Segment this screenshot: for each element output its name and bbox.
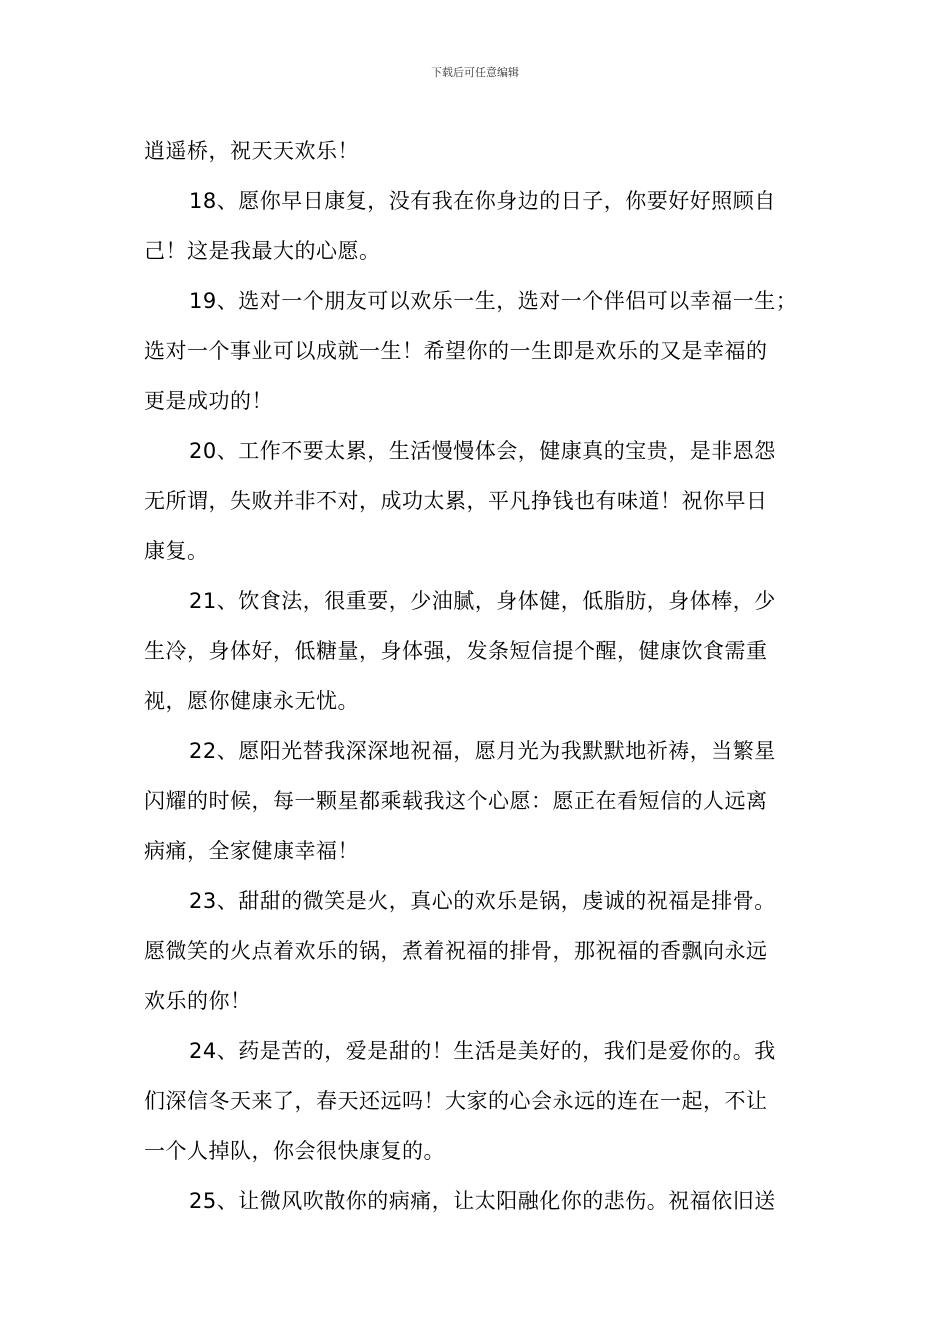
text-line: 欢乐的你！ [144, 989, 252, 1013]
text-line: 25、让微风吹散你的病痛，让太阳融化你的悲伤。祝福依旧送 [189, 1189, 776, 1213]
text-line: 一个人掉队，你会很快康复的。 [144, 1139, 445, 1163]
paragraph-18 [144, 176, 814, 276]
paragraph-22 [144, 726, 814, 876]
text-line: 21、饮食法，很重要，少油腻，身体健，低脂肪，身体棒，少 [189, 589, 776, 613]
paragraph-20 [144, 426, 814, 576]
text-line: 视，愿你健康永无忧。 [144, 689, 359, 713]
text-line: 24、药是苦的，爱是甜的！生活是美好的，我们是爱你的。我 [189, 1039, 776, 1063]
text-line: 无所谓，失败并非不对，成功太累，平凡挣钱也有味道！祝你早日 [144, 489, 768, 513]
text-line: 愿微笑的火点着欢乐的锅，煮着祝福的排骨，那祝福的香飘向永远 [144, 939, 768, 963]
text-line: 逍遥桥，祝天天欢乐！ [144, 139, 359, 163]
paragraph-24 [144, 1026, 814, 1176]
text-line: 22、愿阳光替我深深地祝福，愿月光为我默默地祈祷，当繁星 [189, 739, 776, 763]
text-line: 闪耀的时候，每一颗星都乘载我这个心愿：愿正在看短信的人远离 [144, 789, 768, 813]
text-line: 选对一个事业可以成就一生！希望你的一生即是欢乐的又是幸福的 [144, 339, 768, 363]
paragraph-19 [144, 276, 814, 426]
text-line: 生冷，身体好，低糖量，身体强，发条短信提个醒，健康饮食需重 [144, 639, 768, 663]
paragraph [144, 126, 814, 176]
document-body [144, 126, 814, 1226]
page-header: 下载后可任意编辑 [431, 66, 519, 79]
paragraph-23 [144, 876, 814, 1026]
text-line: 18、愿你早日康复，没有我在你身边的日子，你要好好照顾自 [189, 189, 776, 213]
text-line: 病痛，全家健康幸福！ [144, 839, 359, 863]
text-line: 19、选对一个朋友可以欢乐一生，选对一个伴侣可以幸福一生； [189, 289, 798, 313]
text-line: 康复。 [144, 539, 209, 563]
paragraph-25 [144, 1176, 814, 1226]
text-line: 更是成功的！ [144, 389, 273, 413]
text-line: 20、工作不要太累，生活慢慢体会，健康真的宝贵，是非恩怨 [189, 439, 776, 463]
text-line: 们深信冬天来了，春天还远吗！大家的心会永远的连在一起，不让 [144, 1089, 768, 1113]
paragraph-21 [144, 576, 814, 726]
text-line: 23、甜甜的微笑是火，真心的欢乐是锅，虔诚的祝福是排骨。 [189, 889, 776, 913]
text-line: 己！这是我最大的心愿。 [144, 239, 381, 263]
